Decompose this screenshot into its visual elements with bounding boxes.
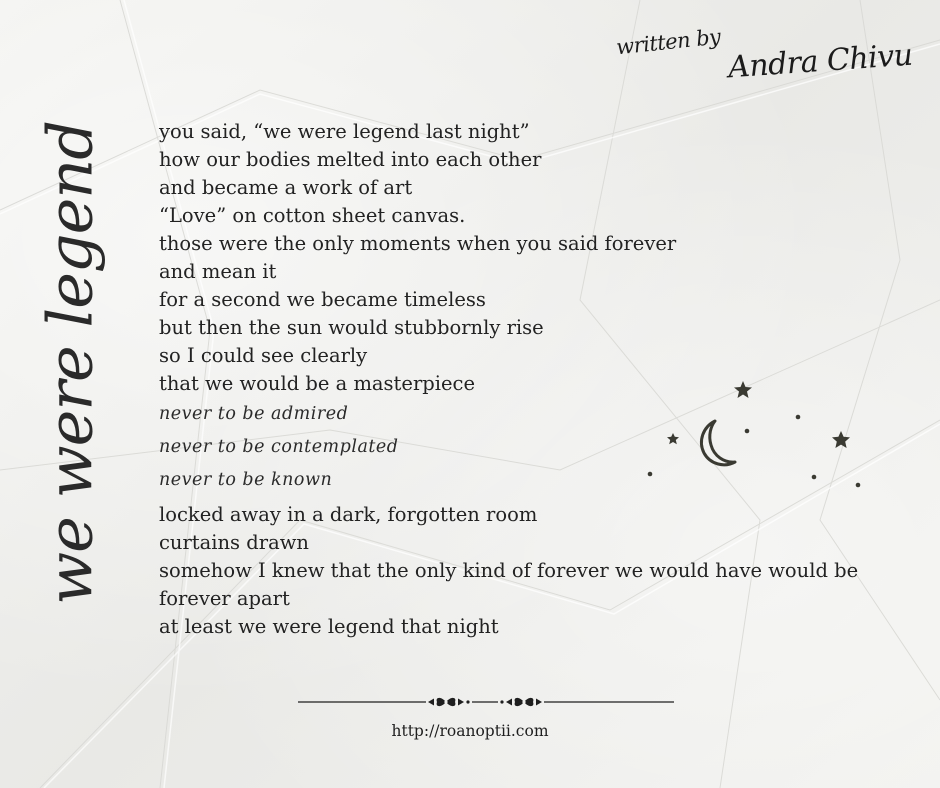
moon-and-stars-decoration	[640, 370, 870, 500]
dot-icon	[648, 472, 653, 477]
website-url[interactable]: http://roanoptii.com	[391, 722, 549, 740]
poem-line: you said, “we were legend last night”	[159, 120, 530, 143]
dot-icon	[745, 429, 750, 434]
poem-line: at least we were legend that night	[159, 615, 499, 638]
byline	[616, 16, 916, 88]
poem-line-emphasis: never to be known	[159, 470, 333, 490]
ornamental-divider	[298, 693, 674, 711]
poem-title: we were legend	[33, 121, 107, 605]
poem-line: but then the sun would stubbornly rise	[159, 316, 544, 339]
star-icon	[734, 381, 752, 398]
poem-line-emphasis: never to be admired	[159, 404, 349, 424]
poem-line: those were the only moments when you said forever	[159, 232, 677, 255]
poem-line: and mean it	[159, 260, 277, 283]
poem-line: curtains drawn	[159, 531, 309, 554]
poem-line-emphasis: never to be contemplated	[159, 437, 399, 457]
byline-prefix: written by	[615, 24, 722, 60]
poem-line: and became a work of art	[159, 176, 413, 199]
author-name: Andra Chivu	[727, 37, 914, 86]
star-icon	[832, 431, 850, 448]
dot-icon	[812, 475, 817, 480]
dot-icon	[796, 415, 801, 420]
dot-icon	[856, 483, 861, 488]
poem-line: locked away in a dark, forgotten room	[159, 503, 538, 526]
crescent-moon-icon	[701, 421, 735, 465]
poem-line: how our bodies melted into each other	[159, 148, 542, 171]
poem-line: forever apart	[159, 587, 290, 610]
poem-line: that we would be a masterpiece	[159, 372, 475, 395]
poem-line: “Love” on cotton sheet canvas.	[159, 204, 466, 227]
star-icon	[667, 433, 679, 444]
poem-line: somehow I knew that the only kind of forever we would have would be	[159, 559, 859, 582]
poem-line: so I could see clearly	[159, 344, 368, 367]
poem-line: for a second we became timeless	[159, 288, 486, 311]
